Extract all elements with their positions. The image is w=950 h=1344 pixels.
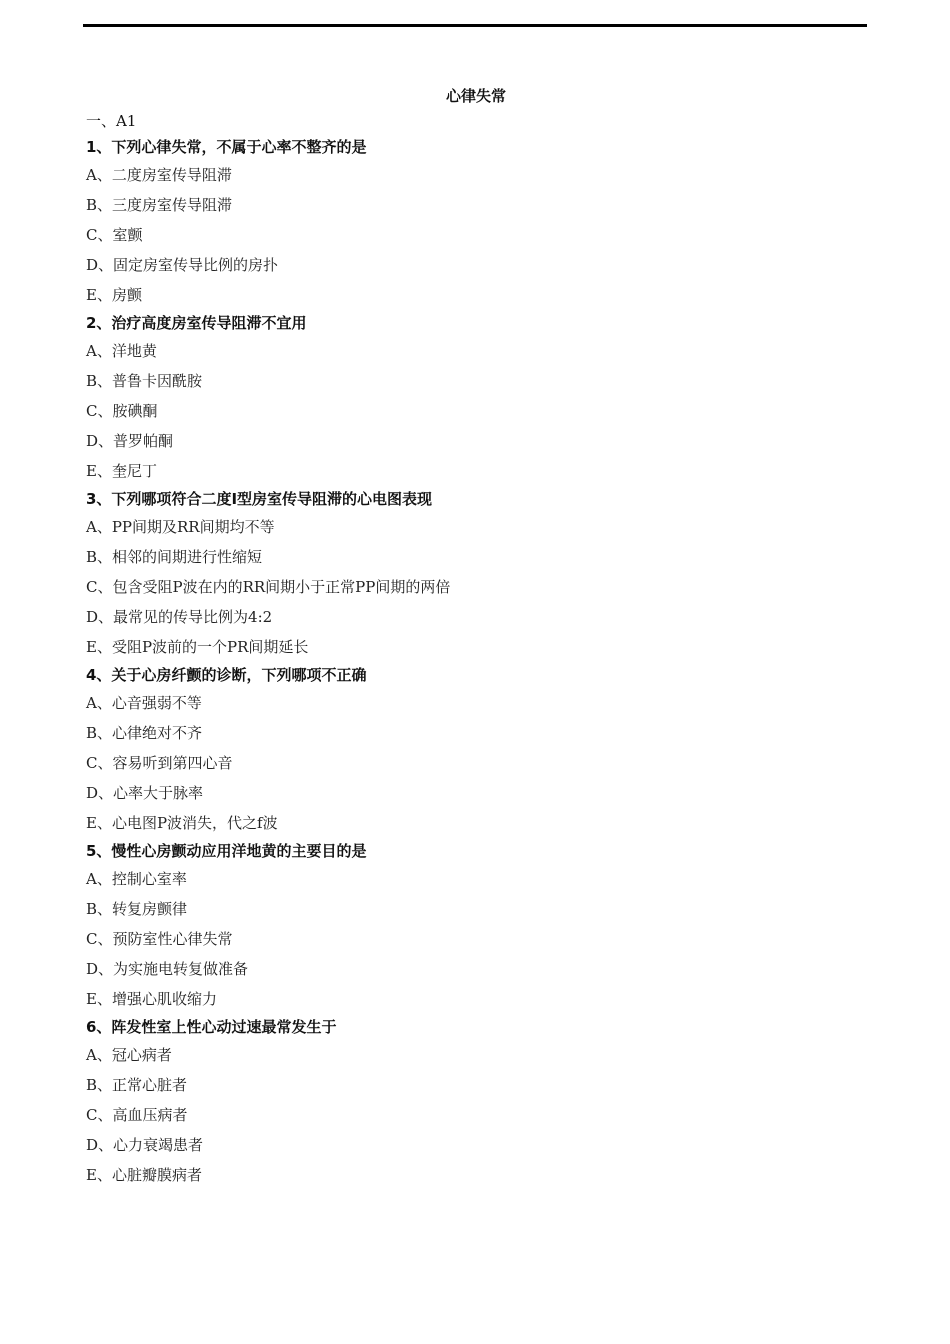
question-2 (86, 310, 866, 486)
option-c: C、包含受阻P波在内的RR间期小于正常PP间期的两倍 (86, 578, 451, 596)
option-b: B、心律绝对不齐 (86, 724, 203, 742)
header-rule (83, 24, 867, 27)
question-4 (86, 662, 866, 838)
option-b: B、三度房室传导阻滞 (86, 196, 233, 214)
question-stem: 4、关于心房纤颤的诊断，下列哪项不正确 (86, 666, 367, 684)
option-e: E、奎尼丁 (86, 462, 157, 480)
option-e: E、房颤 (86, 286, 142, 304)
option-d: D、为实施电转复做准备 (86, 960, 249, 978)
option-d: D、心力衰竭患者 (86, 1136, 204, 1154)
section-label: 一、A1 (86, 112, 137, 130)
option-d: D、固定房室传导比例的房扑 (86, 256, 279, 274)
option-a: A、洋地黄 (86, 342, 157, 360)
option-e: E、受阻P波前的一个PR间期延长 (86, 638, 309, 656)
question-3 (86, 486, 866, 662)
question-stem: 1、下列心律失常，不属于心率不整齐的是 (86, 138, 367, 156)
option-d: D、最常见的传导比例为4:2 (86, 608, 273, 626)
option-b: B、相邻的间期进行性缩短 (86, 548, 263, 566)
option-d: D、心率大于脉率 (86, 784, 204, 802)
question-5 (86, 838, 866, 1014)
option-a: A、PP间期及RR间期均不等 (86, 518, 275, 536)
document-body (86, 84, 866, 1190)
option-c: C、室颤 (86, 226, 143, 244)
question-stem: 5、慢性心房颤动应用洋地黄的主要目的是 (86, 842, 367, 860)
question-1 (86, 134, 866, 310)
option-c: C、容易听到第四心音 (86, 754, 233, 772)
option-a: A、心音强弱不等 (86, 694, 202, 712)
document-title: 心律失常 (445, 87, 506, 105)
option-a: A、二度房室传导阻滞 (86, 166, 232, 184)
option-c: C、高血压病者 (86, 1106, 188, 1124)
option-e: E、心电图P波消失，代之f波 (86, 814, 278, 832)
option-e: E、心脏瓣膜病者 (86, 1166, 202, 1184)
option-b: B、转复房颤律 (86, 900, 188, 918)
option-d: D、普罗帕酮 (86, 432, 174, 450)
option-b: B、正常心脏者 (86, 1076, 188, 1094)
option-b: B、普鲁卡因酰胺 (86, 372, 203, 390)
option-a: A、控制心室率 (86, 870, 187, 888)
option-e: E、增强心肌收缩力 (86, 990, 217, 1008)
question-stem: 3、下列哪项符合二度Ⅰ型房室传导阻滞的心电图表现 (86, 490, 433, 508)
option-a: A、冠心病者 (86, 1046, 172, 1064)
question-stem: 2、治疗高度房室传导阻滞不宜用 (86, 314, 307, 332)
option-c: C、预防室性心律失常 (86, 930, 233, 948)
question-stem: 6、阵发性室上性心动过速最常发生于 (86, 1018, 337, 1036)
question-6 (86, 1014, 866, 1190)
option-c: C、胺碘酮 (86, 402, 158, 420)
